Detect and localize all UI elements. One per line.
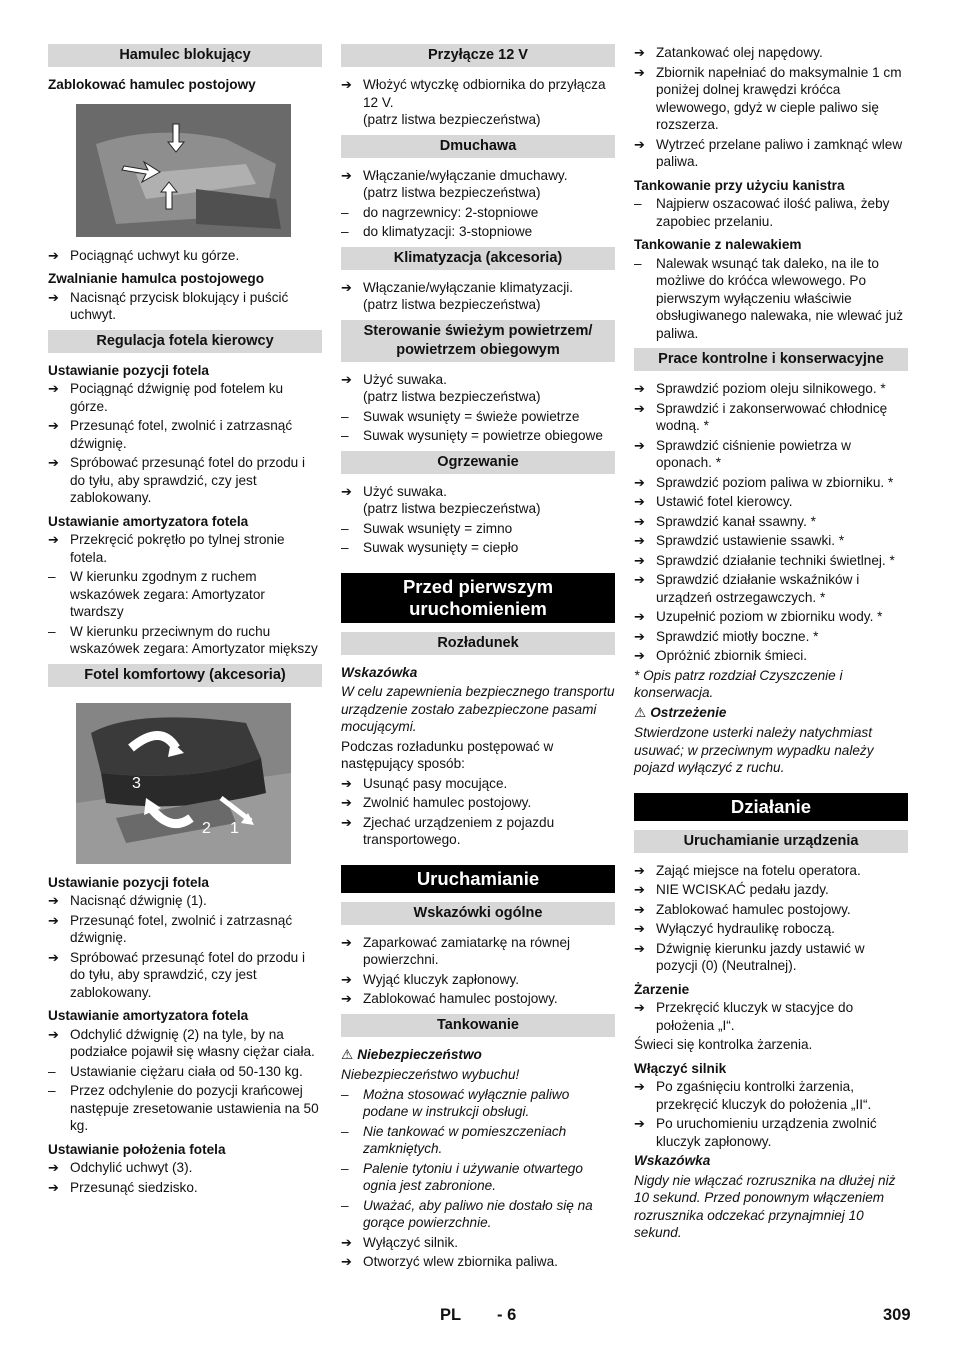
chapter-heading-starting: Uruchamianie — [341, 865, 615, 893]
list-item: – Przez odchylenie do pozycji krańcowej następuje zresetowanie ustawienia na 50 kg. — [48, 1082, 322, 1135]
list-item: ➔ Pociągnąć uchwyt ku górze. — [48, 247, 322, 265]
note-title: Wskazówka — [634, 1153, 711, 1168]
footer-page-number: 309 — [883, 1306, 911, 1324]
section-heading-comfort-seat: Fotel komfortowy (akcesoria) — [48, 664, 322, 687]
list-item: – W kierunku przeciwnym do ruchu wskazówek zegara: Amortyzator miększy — [48, 623, 322, 658]
list-item: ➔ Pociągnąć dźwignię pod fotelem ku górze. — [48, 380, 322, 415]
danger-text: Niebezpieczeństwo wybuchu! — [341, 1067, 520, 1082]
section-heading-12v: Przyłącze 12 V — [341, 44, 615, 67]
list-item: ➔ Sprawdzić ciśnienie powietrza w oponach. * — [634, 437, 908, 472]
list-item: ➔ Użyć suwaka. (patrz listwa bezpieczeństwa) — [341, 371, 615, 406]
list-item: ➔ Ustawić fotel kierowcy. — [634, 493, 908, 511]
paragraph: Świeci się kontrolka żarzenia. — [634, 1037, 813, 1052]
section-heading-unloading: Rozładunek — [341, 632, 615, 655]
list-item: ➔ Opróżnić zbiornik śmieci. — [634, 647, 908, 665]
list-item: ➔ Przesunąć siedzisko. — [48, 1179, 322, 1197]
list-item: ➔ Sprawdzić ustawienie ssawki. * — [634, 532, 908, 550]
list-item: – Najpierw oszacować ilość paliwa, żeby zapobiec przelaniu. — [634, 195, 908, 230]
chapter-heading-before-first-start: Przed pierwszym uruchomieniem — [341, 573, 615, 623]
subheading-seat-damper: Ustawianie amortyzatora fotela — [48, 513, 249, 529]
list-item: ➔ Sprawdzić kanał ssawny. * — [634, 513, 908, 531]
list-item: – do klimatyzacji: 3-stopniowe — [341, 223, 615, 241]
list-item: – Uważać, aby paliwo nie dostało się na gorące powierzchnie. — [341, 1197, 615, 1232]
parking-brake-photo — [76, 104, 291, 237]
list-item: – Można stosować wyłącznie paliwo podane w instrukcji obsługi. — [341, 1086, 615, 1121]
list-item: ➔ Sprawdzić działanie techniki świetlnej. * — [634, 552, 908, 570]
section-heading-general-notes: Wskazówki ogólne — [341, 902, 615, 925]
callout-2: 2 — [202, 819, 211, 837]
list-item: ➔ Po zgaśnięciu kontrolki żarzenia, przekręcić kluczyk do położenia „II“. — [634, 1078, 908, 1113]
list-item: ➔ Nacisnąć przycisk blokujący i puścić uchwyt. — [48, 289, 322, 324]
section-heading-air-control: Sterowanie świeżym powietrzem/ powietrzem obiegowym — [341, 320, 615, 362]
list-item: ➔ Zjechać urządzeniem z pojazdu transportowego. — [341, 814, 615, 849]
list-item: ➔ NIE WCISKAĆ pedału jazdy. — [634, 881, 908, 899]
list-item: ➔ Włączanie/wyłączanie dmuchawy. (patrz listwa bezpieczeństwa) — [341, 167, 615, 202]
list-item: ➔ Zablokować hamulec postojowy. — [341, 990, 615, 1008]
list-item: – Nie tankować w pomieszczeniach zamkniętych. — [341, 1123, 615, 1158]
note-title: Wskazówka — [341, 664, 418, 680]
subheading-seat-position-2: Ustawianie pozycji fotela — [48, 874, 209, 890]
column-2 — [341, 44, 615, 1273]
column-3 — [634, 44, 908, 1244]
list-item: – Ustawianie ciężaru ciała od 50-130 kg. — [48, 1063, 322, 1081]
subheading-lock-brake: Zablokować hamulec postojowy — [48, 77, 256, 92]
chapter-heading-operation: Działanie — [634, 793, 908, 821]
list-item: ➔ Przesunąć fotel, zwolnić i zatrzasnąć dźwignię. — [48, 912, 322, 947]
list-item: – Suwak wysunięty = powietrze obiegowe — [341, 427, 615, 445]
list-item: – Suwak wsunięty = zimno — [341, 520, 615, 538]
list-item: ➔ Sprawdzić działanie wskaźników i urządzeń ostrzegawczych. * — [634, 571, 908, 606]
list-item: ➔ Wyłączyć silnik. — [341, 1234, 615, 1252]
warning-text: Stwierdzone usterki należy natychmiast usuwać; w przeciwnym wypadku należy pojazd wyłączyć z ruchu. — [634, 725, 874, 775]
list-item: ➔ Sprawdzić i zakonserwować chłodnicę wodną. * — [634, 400, 908, 435]
danger-title: ⚠ Niebezpieczeństwo — [341, 1046, 482, 1063]
note-text: W celu zapewnienia bezpiecznego transportu urządzenie zostało zabezpieczone pasami mocującymi. — [341, 684, 615, 734]
list-item: ➔ Dźwignię kierunku jazdy ustawić w pozycji (0) (Neutralnej). — [634, 940, 908, 975]
warning-title: ⚠ Ostrzeżenie — [634, 704, 727, 721]
list-item: ➔ Przekręcić kluczyk w stacyjce do położenia „I“. — [634, 999, 908, 1034]
list-item: ➔ Uzupełnić poziom w zbiorniku wody. * — [634, 608, 908, 626]
subheading-seat-damper-2: Ustawianie amortyzatora fotela — [48, 1008, 249, 1023]
comfort-seat-photo — [76, 703, 291, 864]
list-item: ➔ Spróbować przesunąć fotel do przodu i do tyłu, aby sprawdzić, czy jest zablokowany. — [48, 454, 322, 507]
column-1 — [48, 44, 322, 1198]
list-item: – Palenie tytoniu i używanie otwartego ognia jest zabronione. — [341, 1160, 615, 1195]
callout-1: 1 — [230, 819, 239, 837]
list-item: ➔ Wytrzeć przelane paliwo i zamknąć wlew paliwa. — [634, 136, 908, 171]
subheading-release-brake: Zwalnianie hamulca postojowego — [48, 271, 265, 286]
list-item: ➔ Po uruchomieniu urządzenia zwolnić kluczyk zapłonowy. — [634, 1115, 908, 1150]
paragraph: Podczas rozładunku postępować w następujący sposób: — [341, 738, 554, 771]
list-item: ➔ Włączanie/wyłączanie klimatyzacji. (patrz listwa bezpieczeństwa) — [341, 279, 615, 314]
list-item: ➔ Przesunąć fotel, zwolnić i zatrzasnąć dźwignię. — [48, 417, 322, 452]
list-item: ➔ Sprawdzić miotły boczne. * — [634, 628, 908, 646]
list-item: ➔ Sprawdzić poziom oleju silnikowego. * — [634, 380, 908, 398]
list-item: ➔ Zwolnić hamulec postojowy. — [341, 794, 615, 812]
warning-triangle-icon: ⚠ — [634, 704, 647, 721]
list-item: ➔ Zablokować hamulec postojowy. — [634, 901, 908, 919]
note-text: Nigdy nie włączać rozrusznika na dłużej niż 10 sekund. Przed ponownym włączeniem rozrusznika odczekać przynajmniej 10 sekund. — [634, 1172, 896, 1240]
list-item: ➔ Wyjąć kluczyk zapłonowy. — [341, 971, 615, 989]
list-item: – Suwak wsunięty = świeże powietrze — [341, 408, 615, 426]
section-heading-start-machine: Uruchamianie urządzenia — [634, 830, 908, 853]
section-heading-parking-brake: Hamulec blokujący — [48, 44, 322, 67]
list-item: ➔ Odchylić uchwyt (3). — [48, 1159, 322, 1177]
list-item: ➔ Usunąć pasy mocujące. — [341, 775, 615, 793]
subheading-glow: Żarzenie — [634, 981, 690, 997]
subheading-seat-location: Ustawianie położenia fotela — [48, 1141, 226, 1157]
list-item: – do nagrzewnicy: 2-stopniowe — [341, 204, 615, 222]
list-item: ➔ Przekręcić pokrętło po tylnej stronie fotela. — [48, 531, 322, 566]
subheading-engine: Włączyć silnik — [634, 1060, 727, 1076]
subheading-seat-position: Ustawianie pozycji fotela — [48, 362, 209, 378]
list-item: ➔ Zaparkować zamiatarkę na równej powierzchni. — [341, 934, 615, 969]
list-item: ➔ Zbiornik napełniać do maksymalnie 1 cm poniżej dolnej krawędzi króćca wlewowego, gdyż w cieple paliwo się rozszerza. — [634, 64, 908, 134]
footer-language: PL — [440, 1306, 462, 1324]
footnote: * Opis patrz rozdział Czyszczenie i konserwacja. — [634, 667, 843, 700]
section-heading-checks: Prace kontrolne i konserwacyjne — [634, 348, 908, 371]
list-item: ➔ Sprawdzić poziom paliwa w zbiorniku. * — [634, 474, 908, 492]
list-item: ➔ Włożyć wtyczkę odbiornika do przyłącza 12 V. (patrz listwa bezpieczeństwa) — [341, 76, 615, 129]
list-item: ➔ Zająć miejsce na fotelu operatora. — [634, 862, 908, 880]
list-item: ➔ Odchylić dźwignię (2) na tyle, by na podziałce pojawił się własny ciężar ciała. — [48, 1026, 322, 1061]
list-item: ➔ Otworzyć wlew zbiornika paliwa. — [341, 1253, 615, 1271]
callout-3: 3 — [132, 774, 141, 792]
list-item: – Suwak wysunięty = ciepło — [341, 539, 615, 557]
parking-brake-illustration — [76, 104, 291, 237]
section-heading-refueling: Tankowanie — [341, 1014, 615, 1037]
footer-local-page: - 6 — [497, 1306, 517, 1324]
section-heading-heating: Ogrzewanie — [341, 451, 615, 474]
list-item: – W kierunku zgodnym z ruchem wskazówek zegara: Amortyzator twardszy — [48, 568, 322, 621]
list-item: ➔ Nacisnąć dźwignię (1). — [48, 892, 322, 910]
section-heading-seat-adjustment: Regulacja fotela kierowcy — [48, 330, 322, 353]
section-heading-blower: Dmuchawa — [341, 135, 615, 158]
comfort-seat-illustration — [76, 703, 291, 864]
list-item: ➔ Spróbować przesunąć fotel do przodu i do tyłu, aby sprawdzić, czy jest zablokowany. — [48, 949, 322, 1002]
section-heading-air-conditioning: Klimatyzacja (akcesoria) — [341, 247, 615, 270]
list-item: ➔ Użyć suwaka. (patrz listwa bezpieczeństwa) — [341, 483, 615, 518]
list-item: ➔ Zatankować olej napędowy. — [634, 44, 908, 62]
subheading-canister: Tankowanie przy użyciu kanistra — [634, 177, 845, 193]
list-item: ➔ Wyłączyć hydraulikę roboczą. — [634, 920, 908, 938]
list-item: – Nalewak wsunąć tak daleko, na ile to możliwe do króćca wlewowego. Po pierwszym wyłączeniu właściwie obsługiwanego nalewaka, nie wlewać już paliwa. — [634, 255, 908, 343]
subheading-nozzle: Tankowanie z nalewakiem — [634, 237, 802, 252]
warning-triangle-icon: ⚠ — [341, 1046, 354, 1063]
